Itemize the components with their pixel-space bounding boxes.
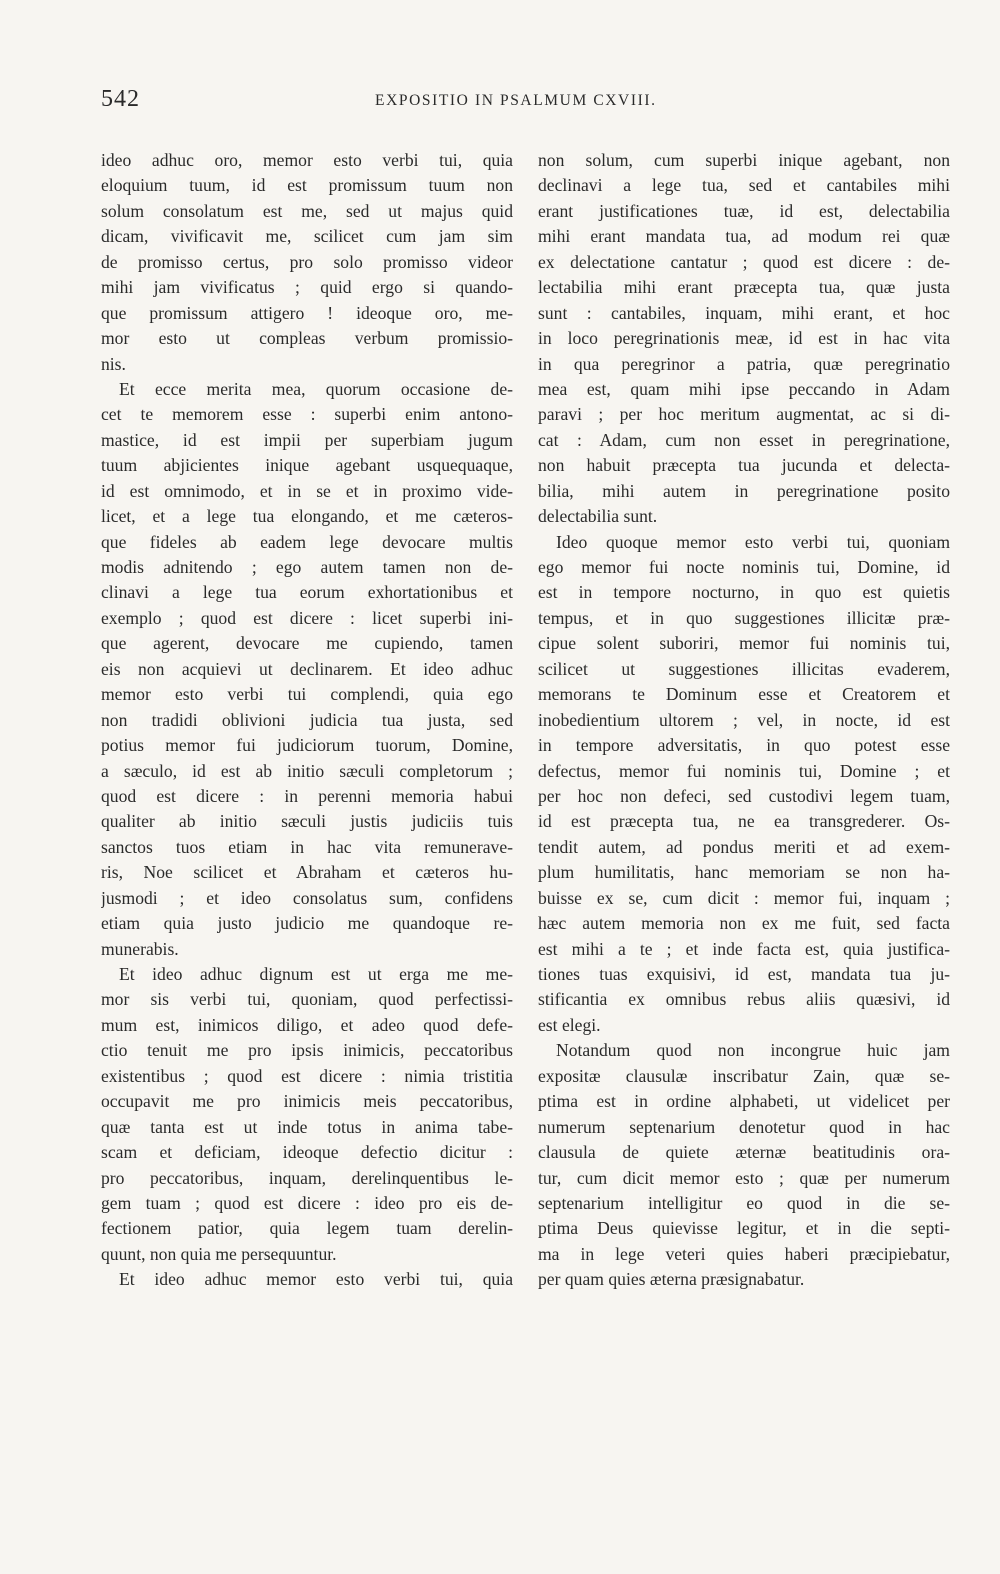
text-line: memorans te Dominum esse et Creatorem et <box>538 684 950 705</box>
text-line: existentibus ; quod est dicere : nimia tristitia <box>101 1065 513 1086</box>
text-line: memor esto verbi tui complendi, quia ego <box>101 684 513 705</box>
text-line: id est omnimodo, et in se et in proximo vide- <box>101 480 513 501</box>
text-line: ex delectatione cantatur ; quod est dicere : de- <box>538 251 950 272</box>
text-line: ego memor fui nocte nominis tui, Domine, id <box>538 557 950 577</box>
text-line: tiones tuas exquisivi, id est, mandata tua ju- <box>538 964 950 984</box>
text-line: mor esto ut compleas verbum promissio- <box>101 328 513 349</box>
text-line: a sæculo, id est ab initio sæculi completorum ; <box>101 760 513 781</box>
text-line: Et ideo adhuc dignum est ut erga me me- <box>119 964 513 984</box>
text-line: exemplo ; quod est dicere : licet superbi ini- <box>101 607 513 628</box>
right-column <box>538 148 950 1293</box>
text-line: que fideles ab eadem lege devocare multis <box>101 531 513 552</box>
text-line: tur, cum dicit memor esto ; quæ per numerum <box>538 1167 950 1188</box>
text-line: septenarium intelligitur eo quod in die se- <box>538 1192 950 1213</box>
text-line: cipue solent suboriri, memor fui nominis tui, <box>538 633 950 654</box>
text-line: per quam quies æterna præsignabatur. <box>538 1269 805 1290</box>
text-line: que agerent, devocare me cupiendo, tamen <box>101 633 513 654</box>
text-line: Notandum quod non incongrue huic jam <box>556 1040 950 1061</box>
text-line: expositæ clausulæ inscribatur Zain, quæ se- <box>538 1065 950 1086</box>
text-line: tendit autem, ad pondus meriti et ad exem- <box>538 836 950 857</box>
text-line: est mihi a te ; et inde facta est, quia justifica- <box>538 938 950 959</box>
text-line: scilicet ut suggestiones illicitas evaderem, <box>538 658 950 679</box>
text-line: gem tuam ; quod est dicere : ideo pro eis de- <box>101 1192 513 1213</box>
text-line: in qua peregrinor a patria, quæ peregrinatio <box>538 353 950 374</box>
text-line: ma in lege veteri quies haberi præcipiebatur, <box>538 1243 950 1264</box>
text-line: est elegi. <box>538 1014 601 1035</box>
text-line: mastice, id est impii per superbiam jugum <box>101 429 513 450</box>
text-line: munerabis. <box>101 938 179 959</box>
text-line: Ideo quoque memor esto verbi tui, quoniam <box>556 531 950 552</box>
text-line: clinavi a lege tua eorum exhortationibus et <box>101 582 513 603</box>
text-line: ideo adhuc oro, memor esto verbi tui, quia <box>101 150 513 170</box>
text-line: que promissum attigero ! ideoque oro, me- <box>101 302 513 323</box>
text-line: buisse ex se, cum dicit : memor fui, inquam ; <box>538 887 950 908</box>
text-line: bilia, mihi autem in peregrinatione posito <box>538 480 950 501</box>
text-line: lectabilia mihi erant præcepta tua, quæ justa <box>538 277 950 298</box>
text-line: paravi ; per hoc meritum augmentat, ac si di- <box>538 404 950 425</box>
left-column <box>101 148 513 1293</box>
text-line: quod est dicere : in perenni memoria habui <box>101 785 513 806</box>
text-line: mihi jam vivificatus ; quid ergo si quando- <box>101 277 513 298</box>
text-line: sanctos tuos etiam in hac vita remunerave- <box>101 836 513 857</box>
text-line: in tempore adversitatis, in quo potest esse <box>538 735 950 756</box>
text-line: mor sis verbi tui, quoniam, quod perfectissi- <box>101 989 513 1010</box>
text-line: mea est, quam mihi ipse peccando in Adam <box>538 378 950 399</box>
text-line: fectionem patior, quia legem tuam derelin- <box>101 1218 513 1239</box>
text-line: occupavit me pro inimicis meis peccatoribus, <box>101 1091 513 1112</box>
text-line: Et ideo adhuc memor esto verbi tui, quia <box>119 1269 513 1290</box>
text-line: licet, et a lege tua elongando, et me cæteros- <box>101 506 513 527</box>
text-line: per hoc non defeci, sed custodivi legem tuam, <box>538 785 950 806</box>
text-line: jusmodi ; et ideo consolatus sum, confidens <box>101 887 513 908</box>
text-line: etiam quia justo judicio me quandoque re- <box>101 913 513 934</box>
text-line: non tradidi oblivioni judicia tua justa, sed <box>101 709 513 730</box>
text-line: potius memor fui judiciorum tuorum, Domine, <box>101 735 513 756</box>
text-line: clausula de quiete æternæ beatitudinis ora- <box>538 1142 950 1163</box>
text-line: cet te memorem esse : superbi enim antono- <box>101 404 513 425</box>
text-line: ctio tenuit me pro ipsis inimicis, peccatoribus <box>101 1040 513 1061</box>
text-line: erant justificationes tuæ, id est, delectabilia <box>538 200 950 221</box>
text-line: mum est, inimicos diligo, et adeo quod defe- <box>101 1014 513 1035</box>
text-line: quunt, non quia me persequuntur. <box>101 1243 337 1264</box>
text-line: ptima est in ordine alphabeti, ut videlicet per <box>538 1091 950 1112</box>
text-line: sunt : cantabiles, inquam, mihi erant, et hoc <box>538 302 950 323</box>
text-line: inobedientium ultorem ; vel, in nocte, id est <box>538 709 950 730</box>
text-line: plum humilitatis, hanc memoriam se non ha- <box>538 862 950 883</box>
text-line: tempus, et in quo suggestiones illicitæ præ- <box>538 607 950 628</box>
text-line: non habuit præcepta tua jucunda et delecta- <box>538 455 950 476</box>
running-head: EXPOSITIO IN PSALMUM CXVIII. <box>375 92 657 109</box>
text-line: stificantia ex omnibus rebus aliis quæsivi, id <box>538 989 950 1010</box>
text-line: in loco peregrinationis meæ, id est in hac vita <box>538 328 950 349</box>
text-line: solum consolatum est me, sed ut majus quid <box>101 200 513 221</box>
text-line: declinavi a lege tua, sed et cantabiles mihi <box>538 175 950 196</box>
text-line: dicam, vivificavit me, scilicet cum jam sim <box>101 226 513 247</box>
text-line: non solum, cum superbi inique agebant, non <box>538 150 950 170</box>
text-line: numerum septenarium denotetur quod in hac <box>538 1116 950 1137</box>
text-line: modis adnitendo ; ego autem tamen non de- <box>101 557 513 577</box>
text-line: ptima Deus quievisse legitur, et in die septi- <box>538 1218 950 1239</box>
text-line: eloquium tuum, id est promissum tuum non <box>101 175 513 196</box>
text-line: de promisso certus, pro solo promisso videor <box>101 251 513 272</box>
page-number: 542 <box>101 86 140 112</box>
text-line: delectabilia sunt. <box>538 506 658 527</box>
text-line: est in tempore nocturno, in quo est quietis <box>538 582 950 603</box>
text-line: pro peccatoribus, inquam, derelinquentibus le- <box>101 1167 513 1188</box>
text-line: quæ tanta est ut inde totus in anima tabe- <box>101 1116 513 1137</box>
text-line: tuum abjicientes inique agebant usquequaque, <box>101 455 513 476</box>
text-line: mihi erant mandata tua, ad modum rei quæ <box>538 226 950 247</box>
text-line: eis non acquievi ut declinarem. Et ideo adhuc <box>101 658 513 679</box>
text-line: cat : Adam, cum non esset in peregrinatione, <box>538 429 950 450</box>
text-line: hæc autem memoria non ex me fuit, sed facta <box>538 913 950 934</box>
text-line: nis. <box>101 353 126 374</box>
text-line: defectus, memor fui nominis tui, Domine ; et <box>538 760 950 781</box>
text-line: id est præcepta tua, ne ea transgrederer. Os- <box>538 811 950 832</box>
text-line: qualiter ab initio sæculi justis judiciis tuis <box>101 811 513 832</box>
text-line: Et ecce merita mea, quorum occasione de- <box>119 378 513 399</box>
text-line: ris, Noe scilicet et Abraham et cæteros hu- <box>101 862 513 883</box>
text-line: scam et deficiam, ideoque defectio dicitur : <box>101 1142 513 1163</box>
